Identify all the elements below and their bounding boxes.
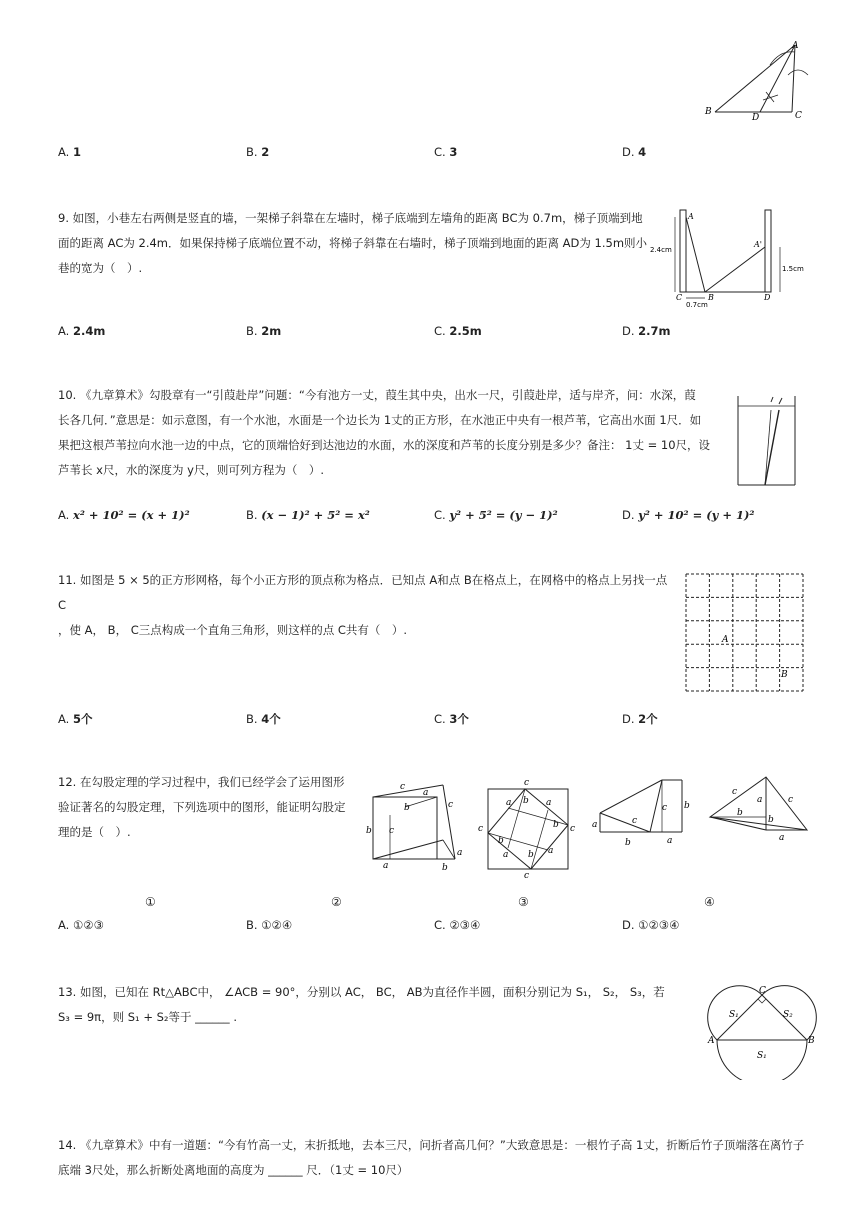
svg-text:c: c xyxy=(570,824,576,834)
q8-figure xyxy=(700,40,815,125)
q9-option-a[interactable]: A. 2.4m xyxy=(58,324,106,338)
svg-text:a: a xyxy=(457,848,463,858)
svg-text:b: b xyxy=(523,796,529,806)
q13-figure xyxy=(705,980,820,1080)
svg-text:S₁: S₁ xyxy=(729,1010,739,1020)
q11-option-b[interactable]: B. 4个 xyxy=(246,712,281,726)
q10-option-d[interactable]: D. y² + 10² = (y + 1)² xyxy=(622,508,755,522)
q12-fig-num-4: ④ xyxy=(704,895,715,909)
q10-option-b[interactable]: B. (x − 1)² + 5² = x² xyxy=(246,508,370,522)
svg-text:b: b xyxy=(737,808,743,818)
q10-option-c[interactable]: C. y² + 5² = (y − 1)² xyxy=(434,508,558,522)
svg-text:b: b xyxy=(366,826,372,836)
svg-text:c: c xyxy=(732,787,738,797)
q12-option-a[interactable]: A. ①②③ xyxy=(58,918,104,932)
q12-option-c[interactable]: C. ②③④ xyxy=(434,918,481,932)
q9-question: 9. 如图，小巷左右两侧是竖直的墙，一架梯子斜靠在左墙时，梯子底端到左墙角的距离 BC为 0.7m，梯子顶端到地 面的距离 AC为 2.4m．如果保持梯子底端位置不动，将梯子斜靠在右墙时，梯子顶端到地面的距离 AD为 1.5m则小 巷的宽为（ ）. xyxy=(58,211,648,275)
svg-text:c: c xyxy=(400,782,406,792)
svg-text:a: a xyxy=(667,836,673,846)
q9-label-B: B xyxy=(708,293,714,302)
svg-text:c: c xyxy=(662,803,668,813)
svg-text:b: b xyxy=(528,850,534,860)
q9-label-A: A xyxy=(688,212,694,221)
q10-question: 10. 《九章算术》勾股章有一“引葭赴岸”问题：“今有池方一丈，葭生其中央，出水一尺，引葭赴岸，适与岸齐，问：水深，葭 长各几何．”意思是：如示意图，有一个水池，水面是一个边长为 1丈的正方形，在水池正中央有一根芦苇，它高出水面 1尺．如 果把这根芦苇拉向水池一边的中点，它的顶端恰好到达池边的水面，水的深度和芦苇的长度分别是多少？备注： 1丈 = 10尺，设 芦苇长 x尺，水的深度为 y尺，则可列方程为（ ）. xyxy=(58,388,711,477)
svg-text:C: C xyxy=(759,986,766,996)
q11-option-c[interactable]: C. 3个 xyxy=(434,712,469,726)
q8-option-d[interactable]: D. 4 xyxy=(622,145,647,159)
svg-text:a: a xyxy=(546,798,552,808)
q9-label-w: 0.7cm xyxy=(686,301,708,309)
q9-option-b[interactable]: B. 2m xyxy=(246,324,282,338)
q10-option-a[interactable]: A. x² + 10² = (x + 1)² xyxy=(58,508,190,522)
svg-text:b: b xyxy=(404,803,410,813)
svg-text:a: a xyxy=(423,788,429,798)
q12-option-b[interactable]: B. ①②④ xyxy=(246,918,293,932)
q9-figure xyxy=(650,205,810,310)
q12-question: 12. 在勾股定理的学习过程中，我们已经学会了运用图形 验证著名的勾股定理，下列选项中的图形，能证明勾股定 理的是（ ）. xyxy=(58,775,346,839)
svg-text:b: b xyxy=(684,801,690,811)
svg-text:c: c xyxy=(524,871,530,880)
q8-label-C: C xyxy=(795,111,802,121)
svg-text:b: b xyxy=(442,863,448,873)
q9-label-C: C xyxy=(676,293,683,302)
q8-label-A: A xyxy=(792,41,799,51)
q11-label-A: A xyxy=(722,635,729,645)
svg-text:b: b xyxy=(625,838,631,848)
svg-text:b: b xyxy=(553,820,559,830)
q12-fig-num-3: ③ xyxy=(518,895,529,909)
q9-label-h2: 1.5cm xyxy=(782,265,804,273)
q8-option-a[interactable]: A. 1 xyxy=(58,145,81,159)
svg-text:b: b xyxy=(768,815,774,825)
q9-option-c[interactable]: C. 2.5m xyxy=(434,324,482,338)
q12-figure-4 xyxy=(702,772,812,872)
q12-figure-2 xyxy=(473,775,583,880)
svg-text:c: c xyxy=(478,824,484,834)
svg-text:a: a xyxy=(779,833,785,843)
svg-text:B: B xyxy=(808,1036,815,1046)
q9-label-D: D xyxy=(764,293,771,302)
q13-question: 13. 如图，已知在 Rt△ABC中， ∠ACB = 90°，分别以 AC， BC， AB为直径作半圆，面积分别记为 S₁， S₂， S₃，若 S₃ = 9π，则 S₁ + S₂等于 ______ . xyxy=(58,985,665,1024)
svg-text:a: a xyxy=(503,850,509,860)
q9-label-A-prime: A' xyxy=(754,240,762,249)
q11-label-B: B xyxy=(781,670,788,680)
q12-fig-num-2: ② xyxy=(331,895,342,909)
svg-text:S₁: S₁ xyxy=(757,1051,767,1061)
q12-option-d[interactable]: D. ①②③④ xyxy=(622,918,680,932)
svg-text:a: a xyxy=(592,820,598,830)
q12-fig-num-1: ① xyxy=(145,895,156,909)
q8-label-B: B xyxy=(705,107,712,117)
q12-figure-1 xyxy=(360,775,470,875)
q14-question: 14. 《九章算术》中有一道题：“今有竹高一丈，末折抵地，去本三尺，问折者高几何？”大致意思是：一根竹子高 1丈，折断后竹子顶端落在离竹子 底端 3尺处，那么折断处离地面的高度为 ______ 尺．（1丈 = 10尺） xyxy=(58,1138,805,1177)
q11-question: 11. 如图是 5 × 5的正方形网格，每个小正方形的顶点称为格点．已知点 A和点 B在格点上，在网格中的格点上另找一点 C ，使 A， B， C三点构成一个直角三角形，则这样的点 C共有（ ）. xyxy=(58,573,668,637)
svg-text:c: c xyxy=(524,778,530,788)
q10-figure xyxy=(735,392,800,492)
q9-label-h1: 2.4cm xyxy=(650,246,672,254)
q9-option-d[interactable]: D. 2.7m xyxy=(622,324,671,338)
svg-text:a: a xyxy=(757,795,763,805)
svg-text:c: c xyxy=(788,795,794,805)
svg-text:a: a xyxy=(506,798,512,808)
svg-text:b: b xyxy=(498,836,504,846)
q8-label-D: D xyxy=(752,113,760,123)
q12-figure-3 xyxy=(590,775,700,875)
svg-text:c: c xyxy=(632,816,638,826)
svg-text:S₂: S₂ xyxy=(783,1010,793,1020)
q8-option-b[interactable]: B. 2 xyxy=(246,145,270,159)
svg-text:c: c xyxy=(448,800,454,810)
q11-grid-figure xyxy=(683,570,808,695)
q11-option-d[interactable]: D. 2个 xyxy=(622,712,658,726)
q11-option-a[interactable]: A. 5个 xyxy=(58,712,93,726)
svg-text:c: c xyxy=(389,826,395,836)
svg-text:a: a xyxy=(383,861,389,871)
q8-option-c[interactable]: C. 3 xyxy=(434,145,458,159)
svg-text:A: A xyxy=(708,1036,715,1046)
svg-text:a: a xyxy=(548,846,554,856)
